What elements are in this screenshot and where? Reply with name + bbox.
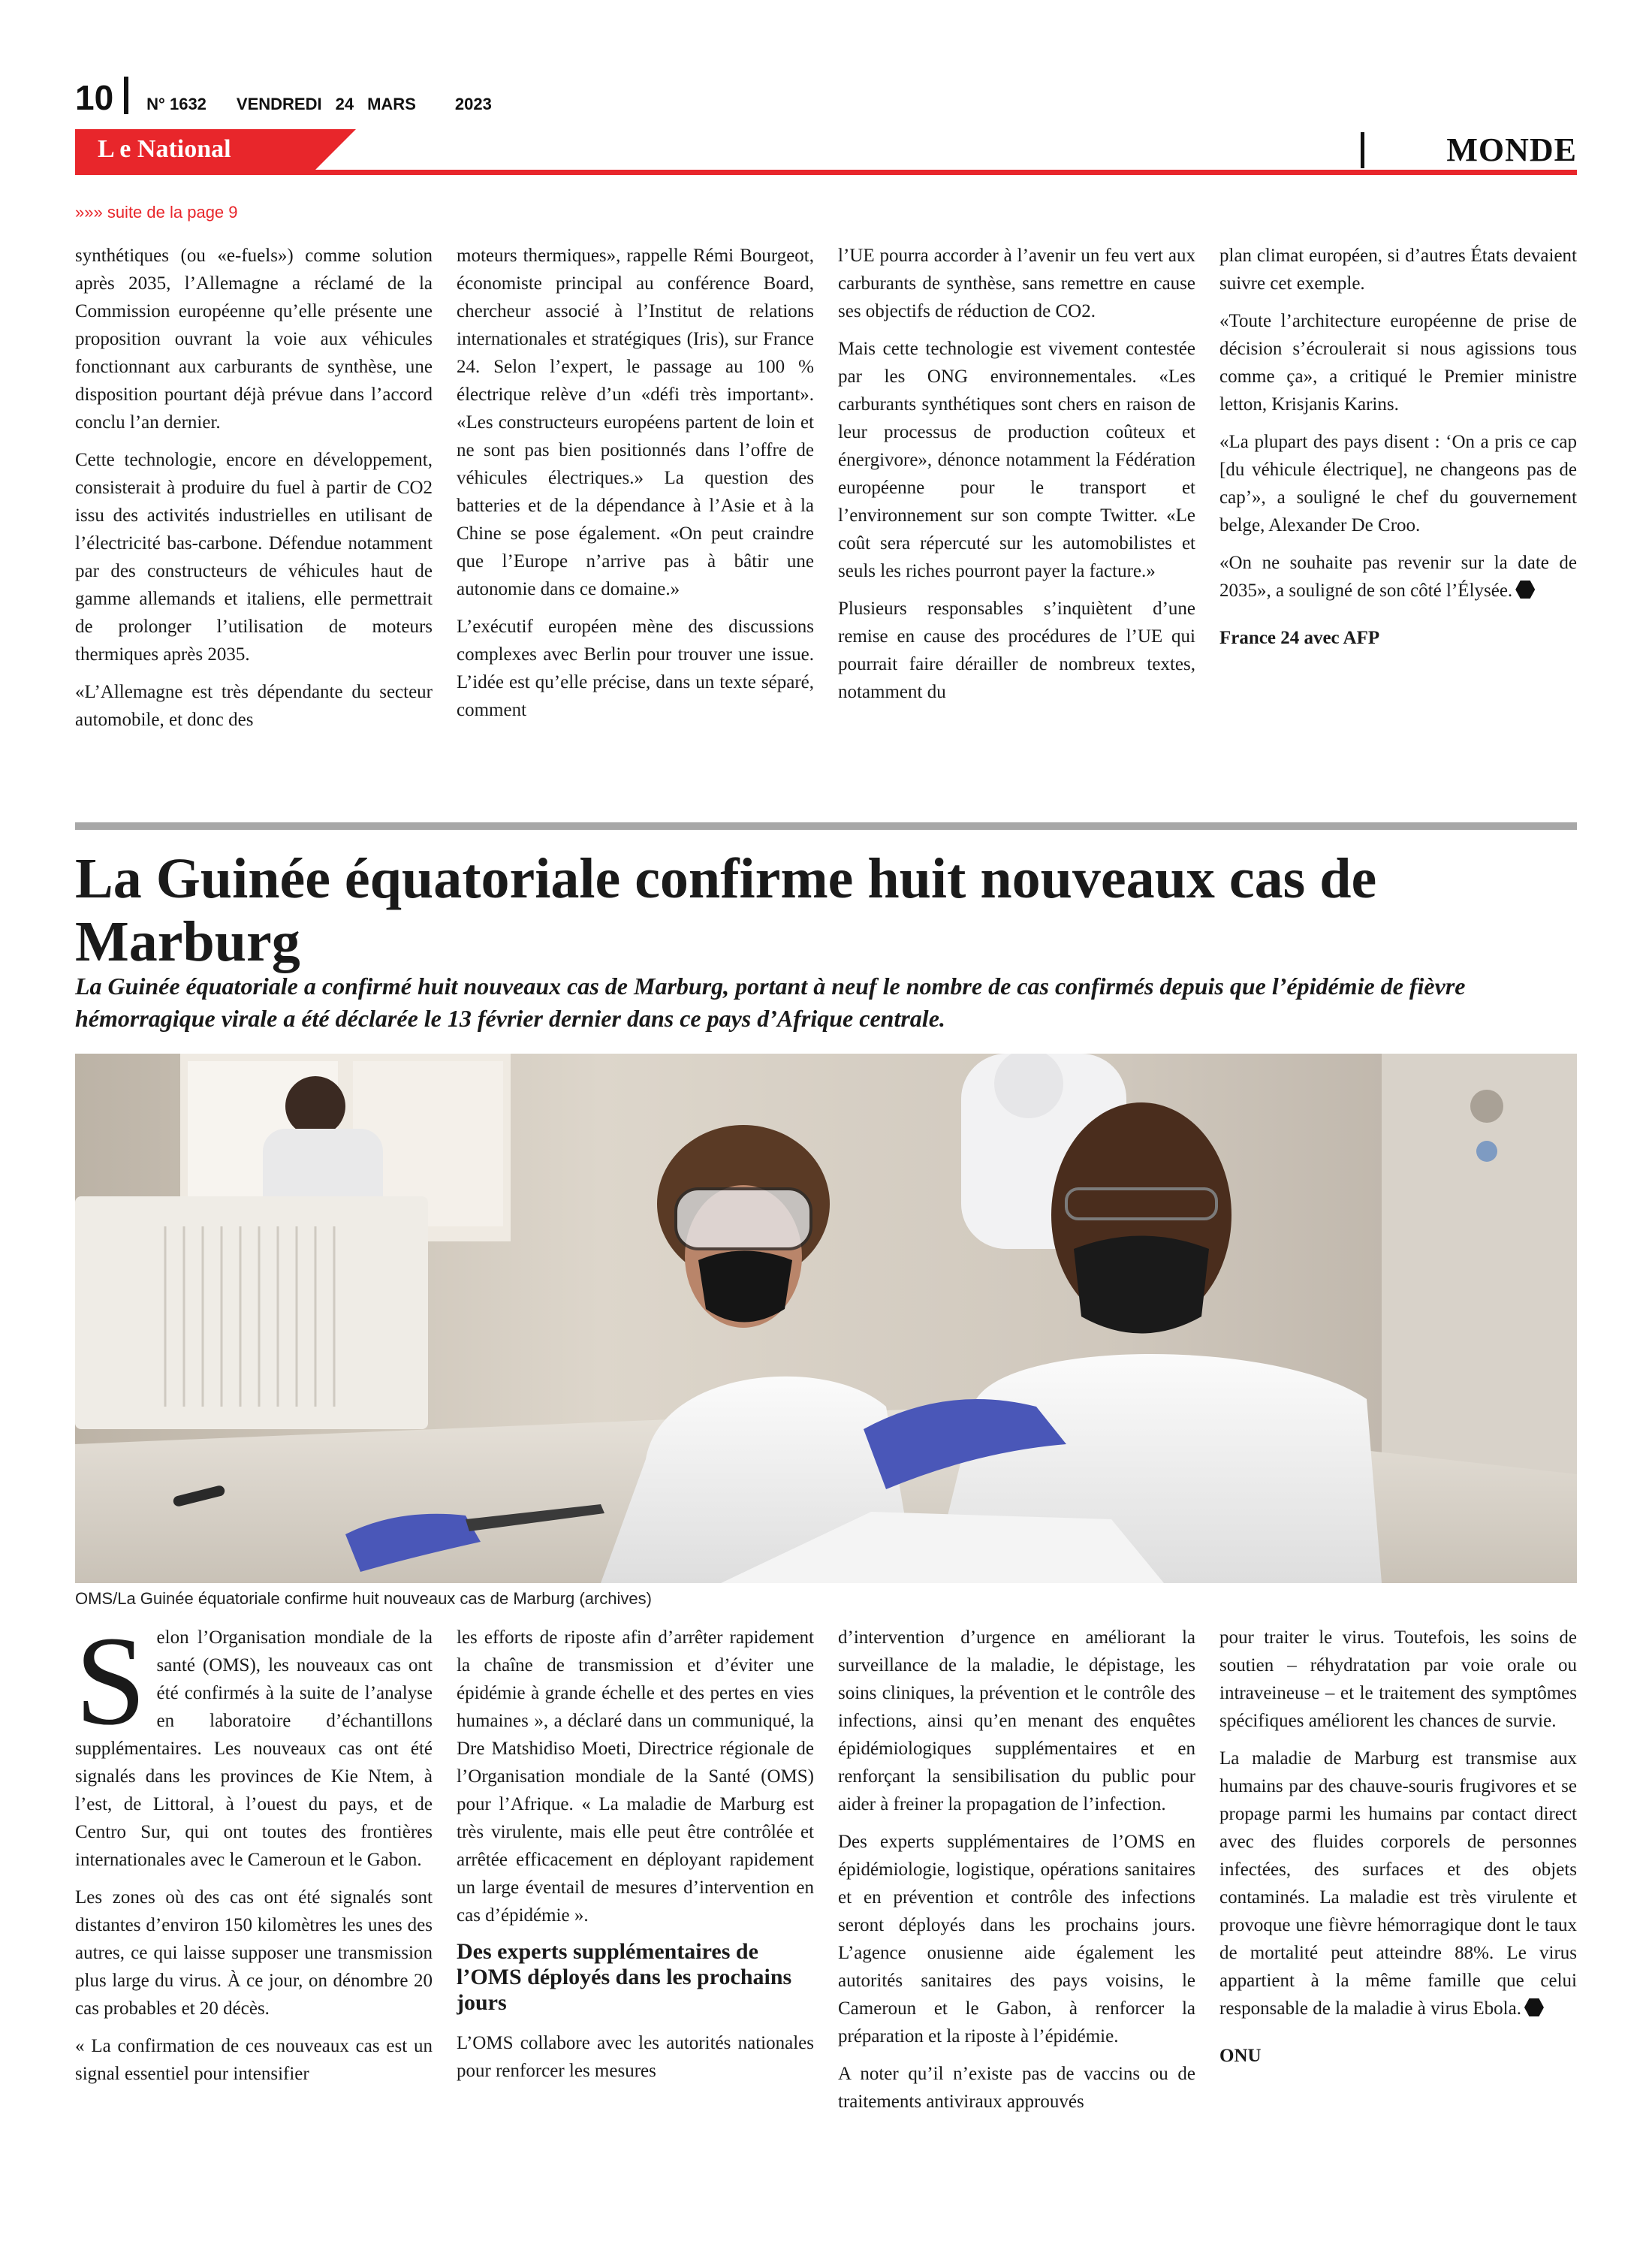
page-header (75, 72, 522, 117)
article-subhead: Des experts supplémentaires de l’OMS déployés dans les prochains jours (457, 1939, 792, 2015)
drop-cap: S (75, 1624, 146, 1751)
article-credit: France 24 avec AFP (1219, 628, 1380, 648)
article-headline: La Guinée équatoriale confirme huit nouveaux cas de Marburg (75, 847, 1377, 973)
paragraph: d’intervention d’urgence en améliorant la surveillance de la maladie, le dépistage, les soins cliniques, la prévention et le contrôle des infections, ainsi qu’en menant des enquêtes épidémiologiques supplémentaires et en renforçant la sensibilisation du public pour aider à freiner la propagation de l’infection. (838, 1627, 1195, 1814)
paragraph: pour traiter le virus. Toutefois, les soins de soutien – réhydratation par voie orale ou intraveineuse – et le traitement des symptômes spécifiques améliorent les chances de survie. (1219, 1627, 1577, 1731)
first-paragraph (75, 1624, 433, 1874)
top-column-3 (838, 242, 1195, 813)
section-title: MONDE (1446, 131, 1577, 168)
paragraph: Plusieurs responsables s’inquiètent d’une remise en cause des procédures de l’UE qui pourrait faire dérailler de nombreux textes, notamment du (838, 599, 1195, 702)
body-column-1 (75, 1624, 433, 2217)
paragraph: Des experts supplémentaires de l’OMS en épidémiologie, logistique, opérations sanitaires et en prévention et contrôle des infections seront déployés dans les prochains jours. L’agence onusienne aide également les autorités sanitaires des pays voisins, le Cameroun et le Gabon, à renforcer la préparation et la riposte à l’épidémie. (838, 1832, 1195, 2046)
article-credit: ONU (1219, 2046, 1262, 2066)
paragraph: «La plupart des pays disent : ‘On a pris ce cap [du véhicule électrique], ne changeons pas de cap’», a souligné le chef du gouvernement belge, Alexander De Croo. (1219, 432, 1577, 535)
issue-year: 2023 (454, 95, 492, 113)
lab-photo (75, 1054, 1577, 1583)
paragraph: «Toute l’architecture européenne de prise de décision s’écroulerait si nous agissions tous comme ça», a critiqué le Premier ministre letton, Krisjanis Karins. (1219, 311, 1577, 415)
paragraph: les efforts de riposte afin d’arrêter rapidement la chaîne de transmission et d’éviter une épidémie à grande échelle et des pertes en vies humaines », a déclaré dans un communiqué, la Dre Matshidiso Moeti, Directrice régionale de l’Organisation mondiale de la Santé (OMS) pour l’Afrique. « La maladie de Marburg est très virulente, mais elle peut être contrôlée et arrêtée efficacement en déployant rapidement un large éventail de mesures d’intervention en cas d’épidémie ». (457, 1627, 814, 1926)
issue-date: 24 (335, 95, 354, 113)
hexagon-end-mark-icon (1524, 1998, 1544, 2017)
paragraph: Mais cette technologie est vivement contestée par les ONG environnementales. «Les carburants synthétiques sont chers en raison de leur processus de production coûteux et énergivore», dénonce notamment la Fédération européenne pour le transport et l’environnement sur son compte Twitter. «Le coût sera répercuté sur les automobilistes et seuls les riches pourront payer la facture.» (838, 339, 1195, 581)
section-divider (1361, 132, 1364, 168)
issue-month: MARS (367, 95, 416, 113)
paragraph: «L’Allemagne est très dépendante du secteur automobile, et donc des (75, 682, 433, 730)
body-column-2 (457, 1624, 814, 2217)
body-column-4 (1219, 1624, 1577, 2217)
photo-caption: OMS/La Guinée équatoriale confirme huit nouveaux cas de Marburg (archives) (75, 1589, 652, 1608)
paragraph-last (1219, 549, 1577, 605)
paragraph-last (1219, 1745, 1577, 2022)
continuation-note: »»» suite de la page 9 (75, 203, 238, 222)
paragraph-text: La maladie de Marburg est transmise aux humains par des chauve-souris frugivores et se propage parmi les humains par contact direct avec des fluides corporels de personnes infectées, des surfaces et des objets contaminés. La maladie est très virulente et provoque une fièvre hémorragique dont le taux de mortalité peut atteindre 88%. Le virus appartient à la même famille que celui responsable de la maladie à virus Ebola. (1219, 1748, 1577, 2019)
paragraph-text: «On ne souhaite pas revenir sur la date de 2035», a souligné de son côté l’Élysée. (1219, 553, 1577, 601)
paragraph: plan climat européen, si d’autres États devaient suivre cet exemple. (1219, 246, 1577, 294)
paragraph-text: elon l’Organisation mondiale de la santé (OMS), les nouveaux cas ont été confirmés à la suite de l’analyse en laboratoire d’échantillons supplémentaires. Les nouveaux cas ont été signalés dans les provinces de Kie Ntem, à l’est, de Littoral, à l’ouest du pays, et de Centro Sur, qui ont toutes des frontières internationales avec le Cameroun et le Gabon. (75, 1627, 433, 1870)
hexagon-end-mark-icon (1515, 580, 1535, 599)
top-column-4 (1219, 242, 1577, 813)
brand-name: L e National (98, 135, 231, 163)
header-divider (124, 77, 128, 114)
top-column-2 (457, 242, 814, 813)
paragraph: L’exécutif européen mène des discussions complexes avec Berlin pour trouver une issue. L’idée est qu’elle précise, dans un texte séparé, comment (457, 617, 814, 720)
paragraph: Cette technologie, encore en développement, consisterait à produire du fuel à partir de CO2 issu des activités industrielles en utilisant de l’électricité bas-carbone. Défendue notamment par des constructeurs de véhicules haut de gamme allemands et italiens, elle permettrait de prolonger l’utilisation de moteurs thermiques après 2035. (75, 450, 433, 665)
paragraph: synthétiques (ou «e-fuels») comme solution après 2035, l’Allemagne a réclamé de la Commission européenne qu’elle présente une proposition ouvrant la voie aux véhicules fonctionnant aux carburants de synthèse, une disposition pourtant déjà prévue dans l’accord conclu l’an dernier. (75, 246, 433, 433)
paragraph: « La confirmation de ces nouveaux cas est un signal essentiel pour intensifier (75, 2036, 433, 2084)
paragraph: A noter qu’il n’existe pas de vaccins ou de traitements antiviraux approuvés (838, 2064, 1195, 2112)
article-lede: La Guinée équatoriale a confirmé huit nouveaux cas de Marburg, portant à neuf le nombre de cas confirmés depuis que l’épidémie de fièvre hémorragique virale a été déclarée le 13 février dernier dans ce pays d’Afrique centrale. (75, 973, 1466, 1032)
masthead-band (75, 129, 1577, 175)
lab-photo-illustration (75, 1054, 1577, 1583)
body-column-3 (838, 1624, 1195, 2217)
top-column-1 (75, 242, 433, 813)
issue-day: VENDREDI (236, 95, 322, 113)
paragraph: l’UE pourra accorder à l’avenir un feu vert aux carburants de synthèse, sans remettre en cause ses objectifs de réduction de CO2. (838, 246, 1195, 321)
paragraph: moteurs thermiques», rappelle Rémi Bourgeot, économiste principal au conférence Board, chercheur associé à l’Institut de relations internationales et stratégiques (Iris), sur France 24. Selon l’expert, le passage au 100 % électrique relève d’un «défi très important». «Les constructeurs européens partent de loin et ne sont pas bien positionnés dans l’offre de véhicules électriques.» La question des batteries et de la dépendance à l’Asie et à la Chine se pose également. «On peut craindre que l’Europe n’arrive pas à bâtir une autonomie dans ce domaine.» (457, 246, 814, 599)
page-number: 10 (75, 78, 114, 117)
paragraph: L’OMS collabore avec les autorités nationales pour renforcer les mesures (457, 2033, 814, 2081)
issue-number: N° 1632 (146, 95, 206, 113)
paragraph: Les zones où des cas ont été signalés sont distantes d’environ 150 kilomètres les unes des autres, ce qui laisse supposer une transmission plus large du virus. À ce jour, on dénombre 20 cas probables et 20 décès. (75, 1887, 433, 2019)
section-divider-rule (75, 822, 1577, 830)
